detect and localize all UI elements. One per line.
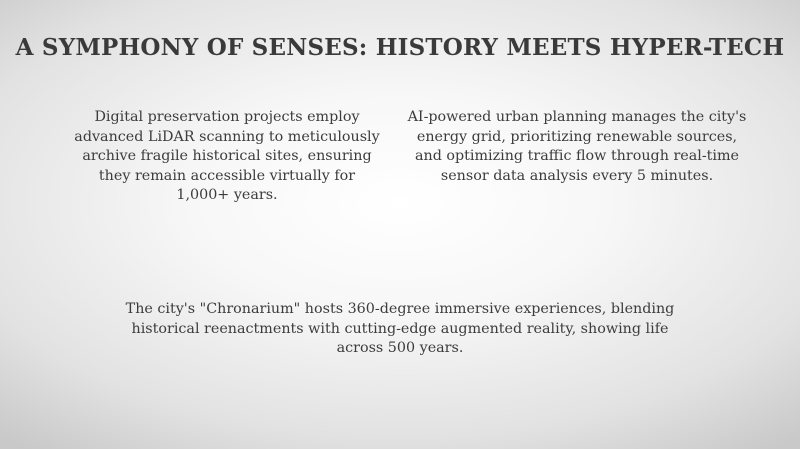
left-text-block: Digital preservation projects employ advanced LiDAR scanning to meticulously archive fragile historical sites, ensuring they remain accessible virtually for 1,000+ years.: [74, 109, 380, 203]
right-text-block: AI-powered urban planning manages the city's energy grid, prioritizing renewable sources, and optimizing traffic flow through real-time sensor data analysis every 5 minutes.: [407, 109, 747, 184]
slide-title: A SYMPHONY OF SENSES: HISTORY MEETS HYPER-TECH: [15, 34, 785, 61]
bottom-text-block: The city's "Chronarium" hosts 360-degree immersive experiences, blending historical reenactments with cutting-edge augmented reality, showing life across 500 years.: [125, 301, 675, 356]
